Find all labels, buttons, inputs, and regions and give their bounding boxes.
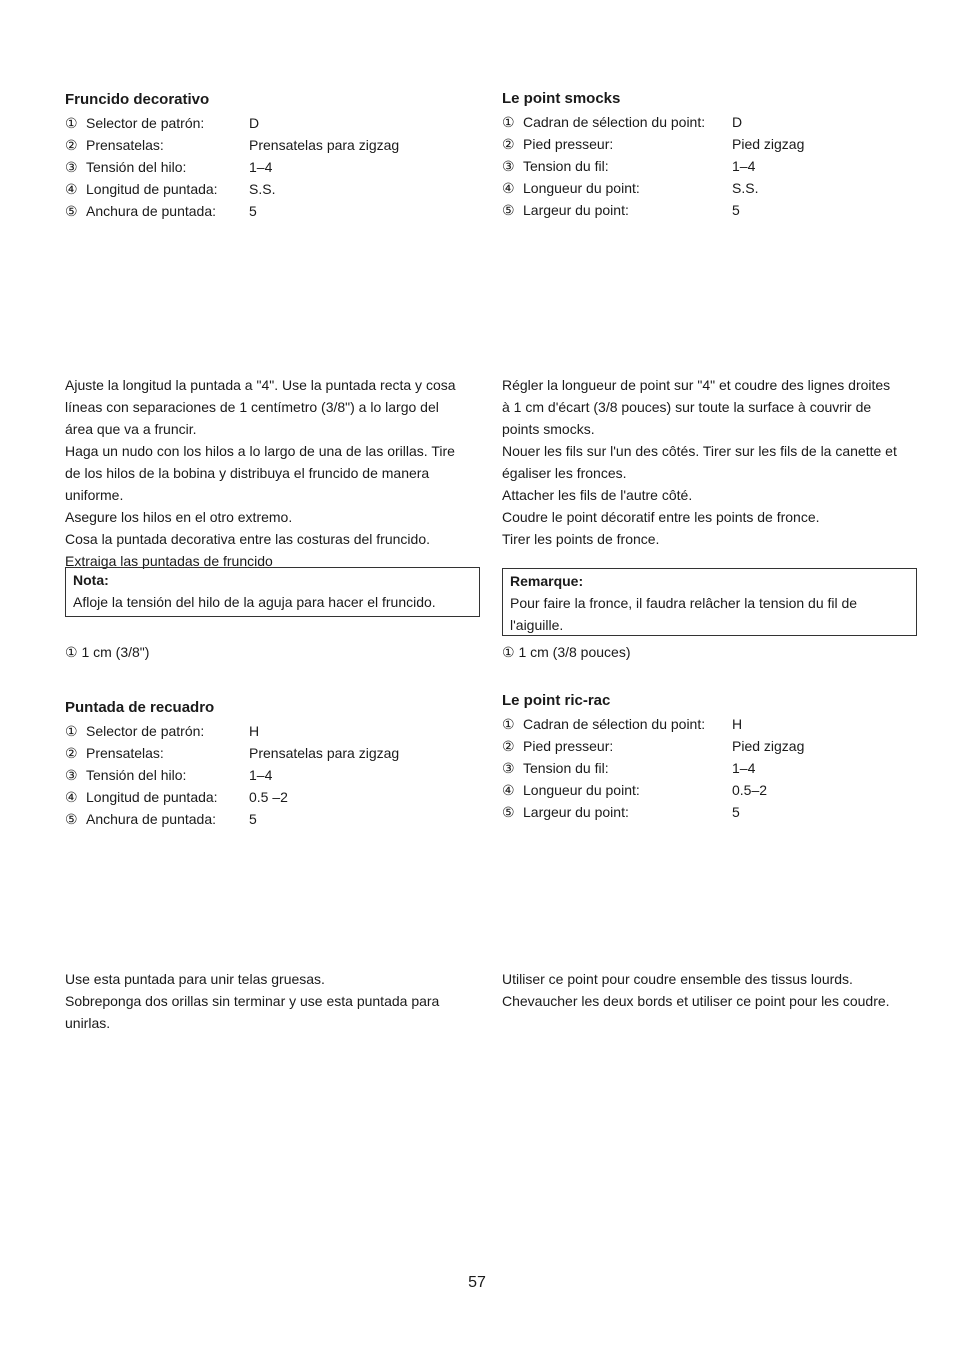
circled-number: ③ <box>65 159 78 175</box>
setting-label: Tensión del hilo: <box>86 767 187 783</box>
circled-number: ② <box>502 738 515 754</box>
setting-value: 5 <box>732 202 740 218</box>
setting-value: H <box>249 723 260 739</box>
circled-number: ④ <box>65 181 78 197</box>
setting-value: H <box>732 716 743 732</box>
setting-row <box>65 200 399 222</box>
setting-value: 1–4 <box>732 158 756 174</box>
instruction-line: Asegure los hilos en el otro extremo. <box>65 509 293 525</box>
instruction-line: Tirer les points de fronce. <box>502 531 660 547</box>
setting-value: D <box>732 114 743 130</box>
setting-value: S.S. <box>249 181 276 197</box>
setting-value: 1–4 <box>732 760 756 776</box>
instruction-line: Sobreponga dos orillas sin terminar y use esta puntada para <box>65 993 440 1009</box>
instruction-line: à 1 cm d'écart (3/8 pouces) sur toute la surface à couvrir de <box>502 399 872 415</box>
setting-row <box>502 713 804 735</box>
instruction-line: Utiliser ce point pour coudre ensemble des tissus lourds. <box>502 971 853 987</box>
instruction-line: Régler la longueur de point sur "4" et coudre des lignes droites <box>502 377 891 393</box>
instruction-line: Coudre le point décoratif entre les points de fronce. <box>502 509 820 525</box>
circled-number: ⑤ <box>65 203 78 219</box>
setting-label: Tension du fil: <box>523 158 609 174</box>
setting-label: Cadran de sélection du point: <box>523 114 706 130</box>
instruction-line: uniforme. <box>65 487 124 503</box>
instructions-fruncido <box>65 374 485 572</box>
setting-row <box>65 786 399 808</box>
section-title-fruncido: Fruncido decorativo <box>65 91 210 108</box>
setting-label: Longitud de puntada: <box>86 181 218 197</box>
instruction-line: points smocks. <box>502 421 595 437</box>
setting-row <box>65 134 399 156</box>
setting-label: Longitud de puntada: <box>86 789 218 805</box>
setting-value: 0.5 –2 <box>249 789 288 805</box>
instruction-line: líneas con separaciones de 1 centímetro (3/8") a lo largo del <box>65 399 439 415</box>
setting-row <box>502 779 804 801</box>
circled-number: ① <box>502 114 515 130</box>
note-box-remarque <box>502 568 917 636</box>
setting-row <box>65 808 399 830</box>
setting-row <box>502 801 804 823</box>
setting-row <box>502 199 804 221</box>
instruction-line: unirlas. <box>65 1015 111 1031</box>
section-title-recuadro: Puntada de recuadro <box>65 699 215 716</box>
setting-row <box>65 112 399 134</box>
instruction-line: Nouer les fils sur l'un des côtés. Tirer sur les fils de la canette et <box>502 443 897 459</box>
setting-label: Largeur du point: <box>523 202 629 218</box>
setting-label: Prensatelas: <box>86 137 164 153</box>
setting-label: Pied presseur: <box>523 136 614 152</box>
setting-value: D <box>249 115 260 131</box>
setting-value: S.S. <box>732 180 759 196</box>
instruction-line: égaliser les fronces. <box>502 465 627 481</box>
reference-label: ① 1 cm (3/8 pouces) <box>502 644 631 660</box>
setting-value: Prensatelas para zigzag <box>249 137 400 153</box>
instruction-line: Haga un nudo con los hilos a lo largo de una de las orillas. Tire <box>65 443 455 459</box>
setting-row <box>502 177 804 199</box>
circled-number: ① <box>65 723 78 739</box>
section-title-smocks: Le point smocks <box>502 90 621 107</box>
setting-label: Longueur du point: <box>523 782 640 798</box>
note-title: Remarque: <box>510 573 584 589</box>
instructions-smocks <box>502 374 932 550</box>
circled-number: ③ <box>502 760 515 776</box>
note-box-nota <box>65 567 480 617</box>
settings-list-recuadro <box>65 720 399 830</box>
setting-label: Anchura de puntada: <box>86 811 216 827</box>
instructions-recuadro <box>65 968 485 1034</box>
circled-number: ② <box>502 136 515 152</box>
reference-label: ① 1 cm (3/8") <box>65 644 150 660</box>
setting-label: Pied presseur: <box>523 738 614 754</box>
setting-value: Pied zigzag <box>732 136 805 152</box>
setting-label: Tensión del hilo: <box>86 159 187 175</box>
setting-value: 1–4 <box>249 767 273 783</box>
setting-value: 5 <box>249 811 257 827</box>
setting-row <box>65 742 399 764</box>
circled-number: ⑤ <box>502 202 515 218</box>
instruction-line: área que va a fruncir. <box>65 421 197 437</box>
setting-label: Selector de patrón: <box>86 723 205 739</box>
setting-label: Prensatelas: <box>86 745 164 761</box>
page-number: 57 <box>468 1274 486 1291</box>
setting-row <box>502 757 804 779</box>
setting-row <box>502 133 804 155</box>
section-title-ricrac: Le point ric-rac <box>502 692 611 709</box>
setting-value: 1–4 <box>249 159 273 175</box>
setting-label: Selector de patrón: <box>86 115 205 131</box>
setting-row <box>65 764 399 786</box>
instruction-line: Use esta puntada para unir telas gruesas. <box>65 971 325 987</box>
settings-list-smocks <box>502 111 804 221</box>
setting-label: Tension du fil: <box>523 760 609 776</box>
note-title: Nota: <box>73 572 109 588</box>
setting-row <box>65 178 399 200</box>
setting-row <box>502 111 804 133</box>
circled-number: ⑤ <box>65 811 78 827</box>
note-text: Afloje la tensión del hilo de la aguja para hacer el fruncido. <box>73 594 436 610</box>
circled-number: ③ <box>502 158 515 174</box>
setting-row <box>502 155 804 177</box>
instructions-ricrac <box>502 968 932 1012</box>
instruction-line: Extraiga las puntadas de fruncido <box>65 553 273 569</box>
setting-label: Longueur du point: <box>523 180 640 196</box>
circled-number: ③ <box>65 767 78 783</box>
setting-row <box>65 156 399 178</box>
instruction-line: Cosa la puntada decorativa entre las costuras del fruncido. <box>65 531 430 547</box>
setting-value: Pied zigzag <box>732 738 805 754</box>
instruction-line: Ajuste la longitud la puntada a "4". Use la puntada recta y cosa <box>65 377 456 393</box>
note-text: Pour faire la fronce, il faudra relâcher la tension du fil de <box>510 595 858 611</box>
instruction-line: Chevaucher les deux bords et utiliser ce point pour les coudre. <box>502 993 890 1009</box>
setting-label: Anchura de puntada: <box>86 203 216 219</box>
setting-value: Prensatelas para zigzag <box>249 745 400 761</box>
setting-value: 5 <box>249 203 257 219</box>
circled-number: ④ <box>502 782 515 798</box>
circled-number: ① <box>502 716 515 732</box>
circled-number: ① <box>65 115 78 131</box>
setting-value: 0.5–2 <box>732 782 768 798</box>
circled-number: ② <box>65 137 78 153</box>
setting-label: Largeur du point: <box>523 804 629 820</box>
setting-row <box>65 720 399 742</box>
instruction-line: Attacher les fils de l'autre côté. <box>502 487 693 503</box>
settings-list-fruncido <box>65 112 399 222</box>
circled-number: ⑤ <box>502 804 515 820</box>
settings-list-ricrac <box>502 713 804 823</box>
note-text: l'aiguille. <box>510 617 564 633</box>
circled-number: ④ <box>502 180 515 196</box>
circled-number: ② <box>65 745 78 761</box>
setting-value: 5 <box>732 804 740 820</box>
circled-number: ④ <box>65 789 78 805</box>
setting-row <box>502 735 804 757</box>
instruction-line: de los hilos de la bobina y distribuya el fruncido de manera <box>65 465 430 481</box>
setting-label: Cadran de sélection du point: <box>523 716 706 732</box>
